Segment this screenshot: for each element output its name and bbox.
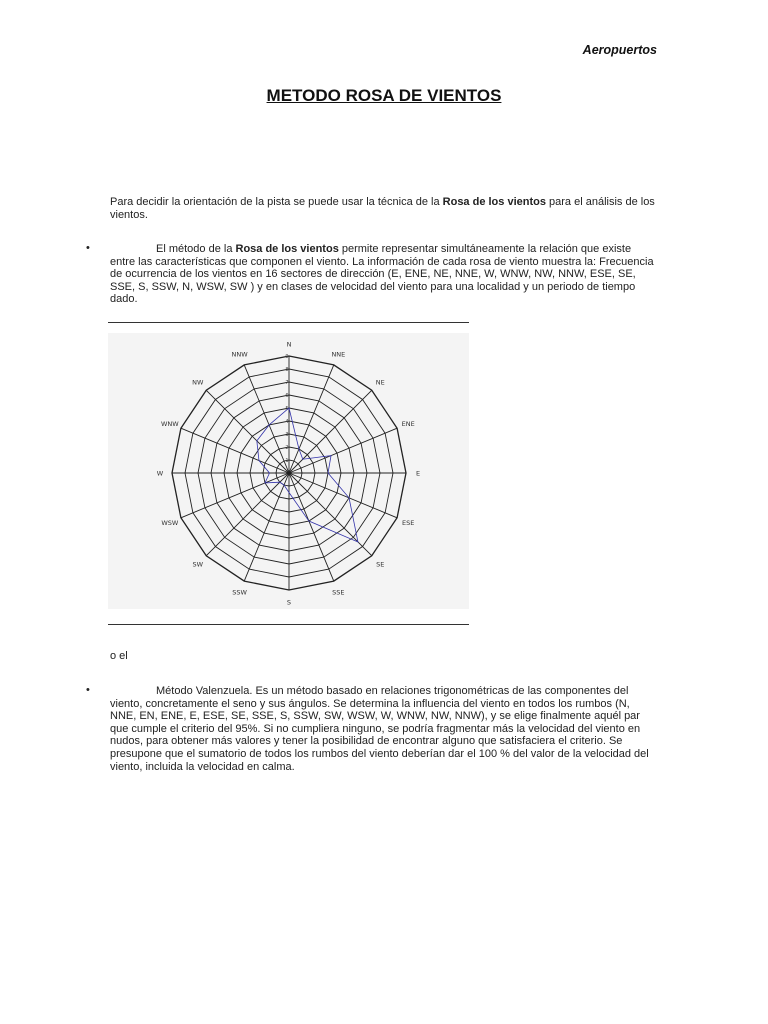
rose-ring-number: 4 xyxy=(285,419,289,425)
rose-direction-label: ESE xyxy=(402,518,415,527)
rose-direction-label: NNW xyxy=(231,350,248,359)
divider-top xyxy=(108,322,469,323)
wind-rose-figure xyxy=(108,333,469,609)
rose-direction-label: W xyxy=(156,469,164,478)
rose-spoke-nw xyxy=(206,390,289,473)
bullet-dot-1: • xyxy=(86,242,90,254)
bullet1-text-after: permite representar simultáneamente la relación que existe entre las características que componen el viento. La información de cada rosa de viento muestra la: Frecuencia de ocurrencia de los vientos en 16 sectores de dirección (E, ENE, NE, NNE, W, WNW, NW, NNW, ESE, SE, SSE, S, SSW, N, WSW, SW ) y en clases de velocidad del viento para una localidad y un periodo de tiempo dado. xyxy=(110,243,654,306)
rose-direction-label: NE xyxy=(375,378,385,387)
rose-ring-number: 9 xyxy=(285,354,289,360)
rose-direction-label: N xyxy=(286,340,292,349)
rose-direction-label: E xyxy=(415,469,421,478)
rose-spoke-se xyxy=(289,473,372,556)
intro-text-before: Para decidir la orientación de la pista se puede usar la técnica de la xyxy=(110,196,443,208)
intro-text-after: para el análisis de los vientos. xyxy=(110,196,655,221)
rose-ring-number: 1 xyxy=(285,458,289,464)
intro-paragraph xyxy=(110,196,658,221)
rose-direction-label: SE xyxy=(376,560,385,569)
wind-rose-svg xyxy=(108,333,469,609)
bullet2-text: Método Valenzuela. Es un método basado en relaciones trigonométricas de las componentes del viento, concretamente el seno y sus ángulos. Se determina la influencia del viento en todos los rumbos (N, NNE, EN, ENE, E, ESE, SE, SSE, S, SSW, SW, WSW, W, WNW, NW, NNW), y se elige finalmente aquél par que cumple el criterio del 95%. Si no cumpliera ninguno, se podría fragmentar más la velocidad del viento en nudos, para obtener más valores y tener la posibilidad de encontrar alguno que satisfaciera el criterio. Se presupone que el sumatorio de todos los rumbos del viento deberían dar el 100 % del valor de la velocidad del viento, incluida la velocidad en calma. xyxy=(110,685,649,773)
rose-direction-label: ENE xyxy=(401,420,415,429)
rose-direction-label: SSW xyxy=(232,588,247,597)
rose-direction-label: S xyxy=(286,598,292,607)
rose-direction-label: WSW xyxy=(161,518,179,527)
rose-ring-number: 7 xyxy=(285,380,289,386)
bullet2-paragraph xyxy=(110,685,658,773)
page-title: METODO ROSA DE VIENTOS xyxy=(266,86,502,105)
bullet1-paragraph xyxy=(110,243,658,306)
intro-bold: Rosa de los vientos xyxy=(442,196,546,208)
bullet1-text-before: El método de la xyxy=(156,243,236,255)
rose-spoke-sw xyxy=(206,473,289,556)
rose-direction-label: NNE xyxy=(331,350,346,359)
rose-direction-label: SW xyxy=(192,560,204,569)
bullet-dot-2: • xyxy=(86,684,90,696)
rose-ring-number: 2 xyxy=(285,445,289,451)
rose-ring-number: 6 xyxy=(285,393,289,399)
rose-ring-number: 3 xyxy=(285,432,289,438)
rose-ring-number: 5 xyxy=(285,406,289,412)
rose-direction-label: WNW xyxy=(160,420,179,429)
rose-direction-label: NW xyxy=(192,378,204,387)
bullet1-bold: Rosa de los vientos xyxy=(235,243,339,255)
header-section-title: Aeropuertos xyxy=(582,43,657,57)
divider-bottom xyxy=(108,624,469,625)
rose-ring-number: 8 xyxy=(285,367,289,373)
rose-direction-label: SSE xyxy=(332,588,345,597)
or-text: o el xyxy=(110,650,128,662)
